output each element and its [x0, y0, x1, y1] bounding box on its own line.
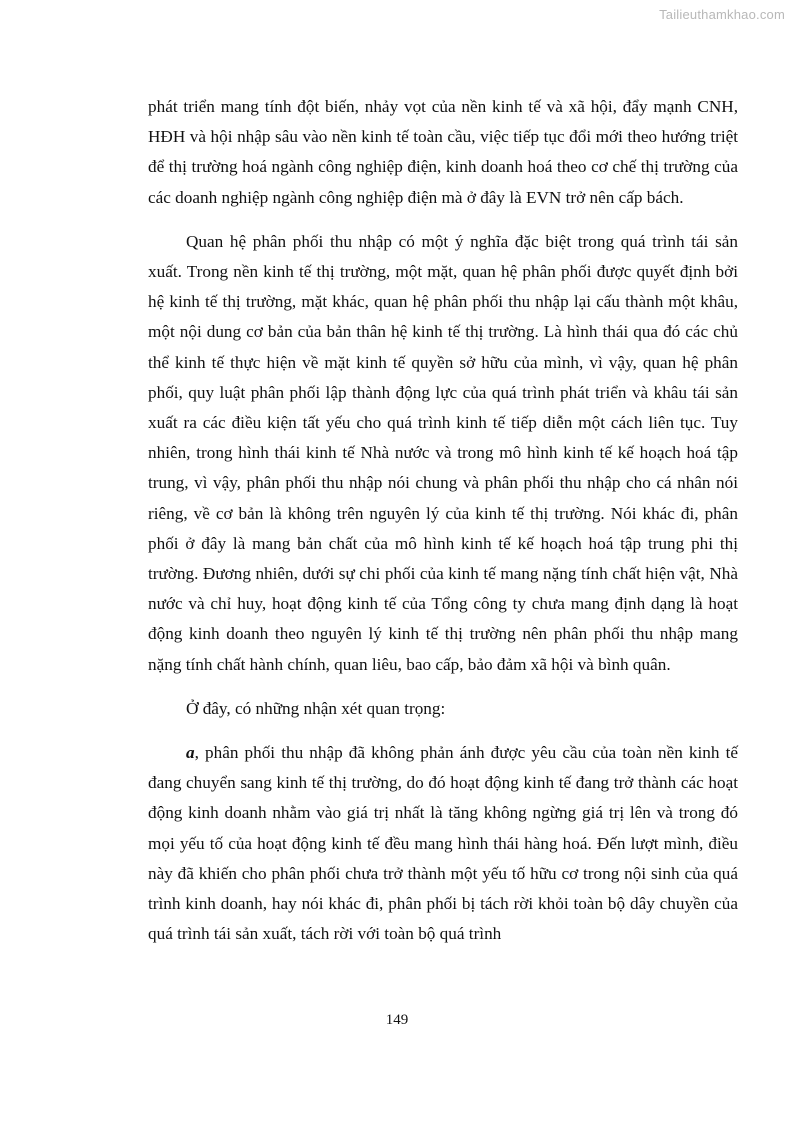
paragraph-income-distribution: Quan hệ phân phối thu nhập có một ý nghĩa đặc biệt trong quá trình tái sản xuất. Trong nền kinh tế thị trường, một mặt, quan hệ phân phối được quyết định bởi hệ kinh tế thị trường, mặt khác, quan hệ phân phối thu nhập lại cấu thành một khâu, một nội dung cơ bản của bản thân hệ kinh tế thị trường. Là hình thái qua đó các chủ thể kinh tế thực hiện về mặt kinh tế quyền sở hữu của mình, vì vậy, quan hệ phân phối, quy luật phân phối lập thành động lực của quá trình phát triển và khâu tái sản xuất ra các điều kiện tất yếu cho quá trình kinh tế tiếp diễn một cách liên tục. Tuy nhiên, trong hình thái kinh tế Nhà nước và trong mô hình kinh tế kế hoạch hoá tập trung, vì vậy, phân phối thu nhập nói chung và phân phối thu nhập cho cá nhân nói riêng, về cơ bản là không trên nguyên lý của kinh tế thị trường. Nói khác đi, phân phối ở đây là mang bản chất của mô hình kinh tế kế hoạch hoá tập trung phi thị trường. Đương nhiên, dưới sự chi phối của kinh tế mang nặng tính chất hiện vật, Nhà nước và chỉ huy, hoạt động kinh tế của Tổng công ty chưa mang định dạng là hoạt động kinh doanh theo nguyên lý kinh tế thị trường nên phân phối thu nhập mang nặng tính chất hành chính, quan liêu, bao cấp, bảo đảm xã hội và bình quân.	[148, 231, 738, 674]
page-number: 149	[385, 1012, 409, 1028]
paragraph-remarks-intro: Ở đây, có những nhận xét quan trọng:	[186, 698, 446, 718]
watermark: Tailieuthamkhao.com	[659, 7, 785, 22]
paragraph-gap	[148, 213, 738, 227]
remark-a-marker: a	[186, 743, 195, 763]
document-body	[148, 92, 738, 949]
paragraph-remark-a	[148, 738, 738, 949]
remark-a-text: , phân phối thu nhập đã không phản ánh được yêu cầu của toàn nền kinh tế đang chuyển sang kinh tế thị trường, do đó hoạt động kinh tế đang trở thành các hoạt động kinh doanh nhằm vào giá trị nhất là tăng không ngừng giá trị lên và trong đó mọi yếu tố của hoạt động kinh tế đều mang hình thái hàng hoá. Đến lượt mình, điều này đã khiến cho phân phối chưa trở thành một yếu tố hữu cơ trong nội sinh của quá trình kinh doanh, hay nói khác đi, phân phối bị tách rời khỏi toàn bộ dây chuyền của quá trình tái sản xuất, tách rời với toàn bộ quá trình	[148, 743, 738, 944]
paragraph-gap	[148, 680, 738, 694]
paragraph-continuation: phát triển mang tính đột biến, nhảy vọt của nền kinh tế và xã hội, đẩy mạnh CNH, HĐH và hội nhập sâu vào nền kinh tế toàn cầu, việc tiếp tục đổi mới theo hướng triệt để thị trường hoá ngành công nghiệp điện, kinh doanh hoá theo cơ chế thị trường của các doanh nghiệp ngành công nghiệp điện mà ở đây là EVN trở nên cấp bách.	[148, 97, 738, 207]
paragraph-gap	[148, 724, 738, 738]
